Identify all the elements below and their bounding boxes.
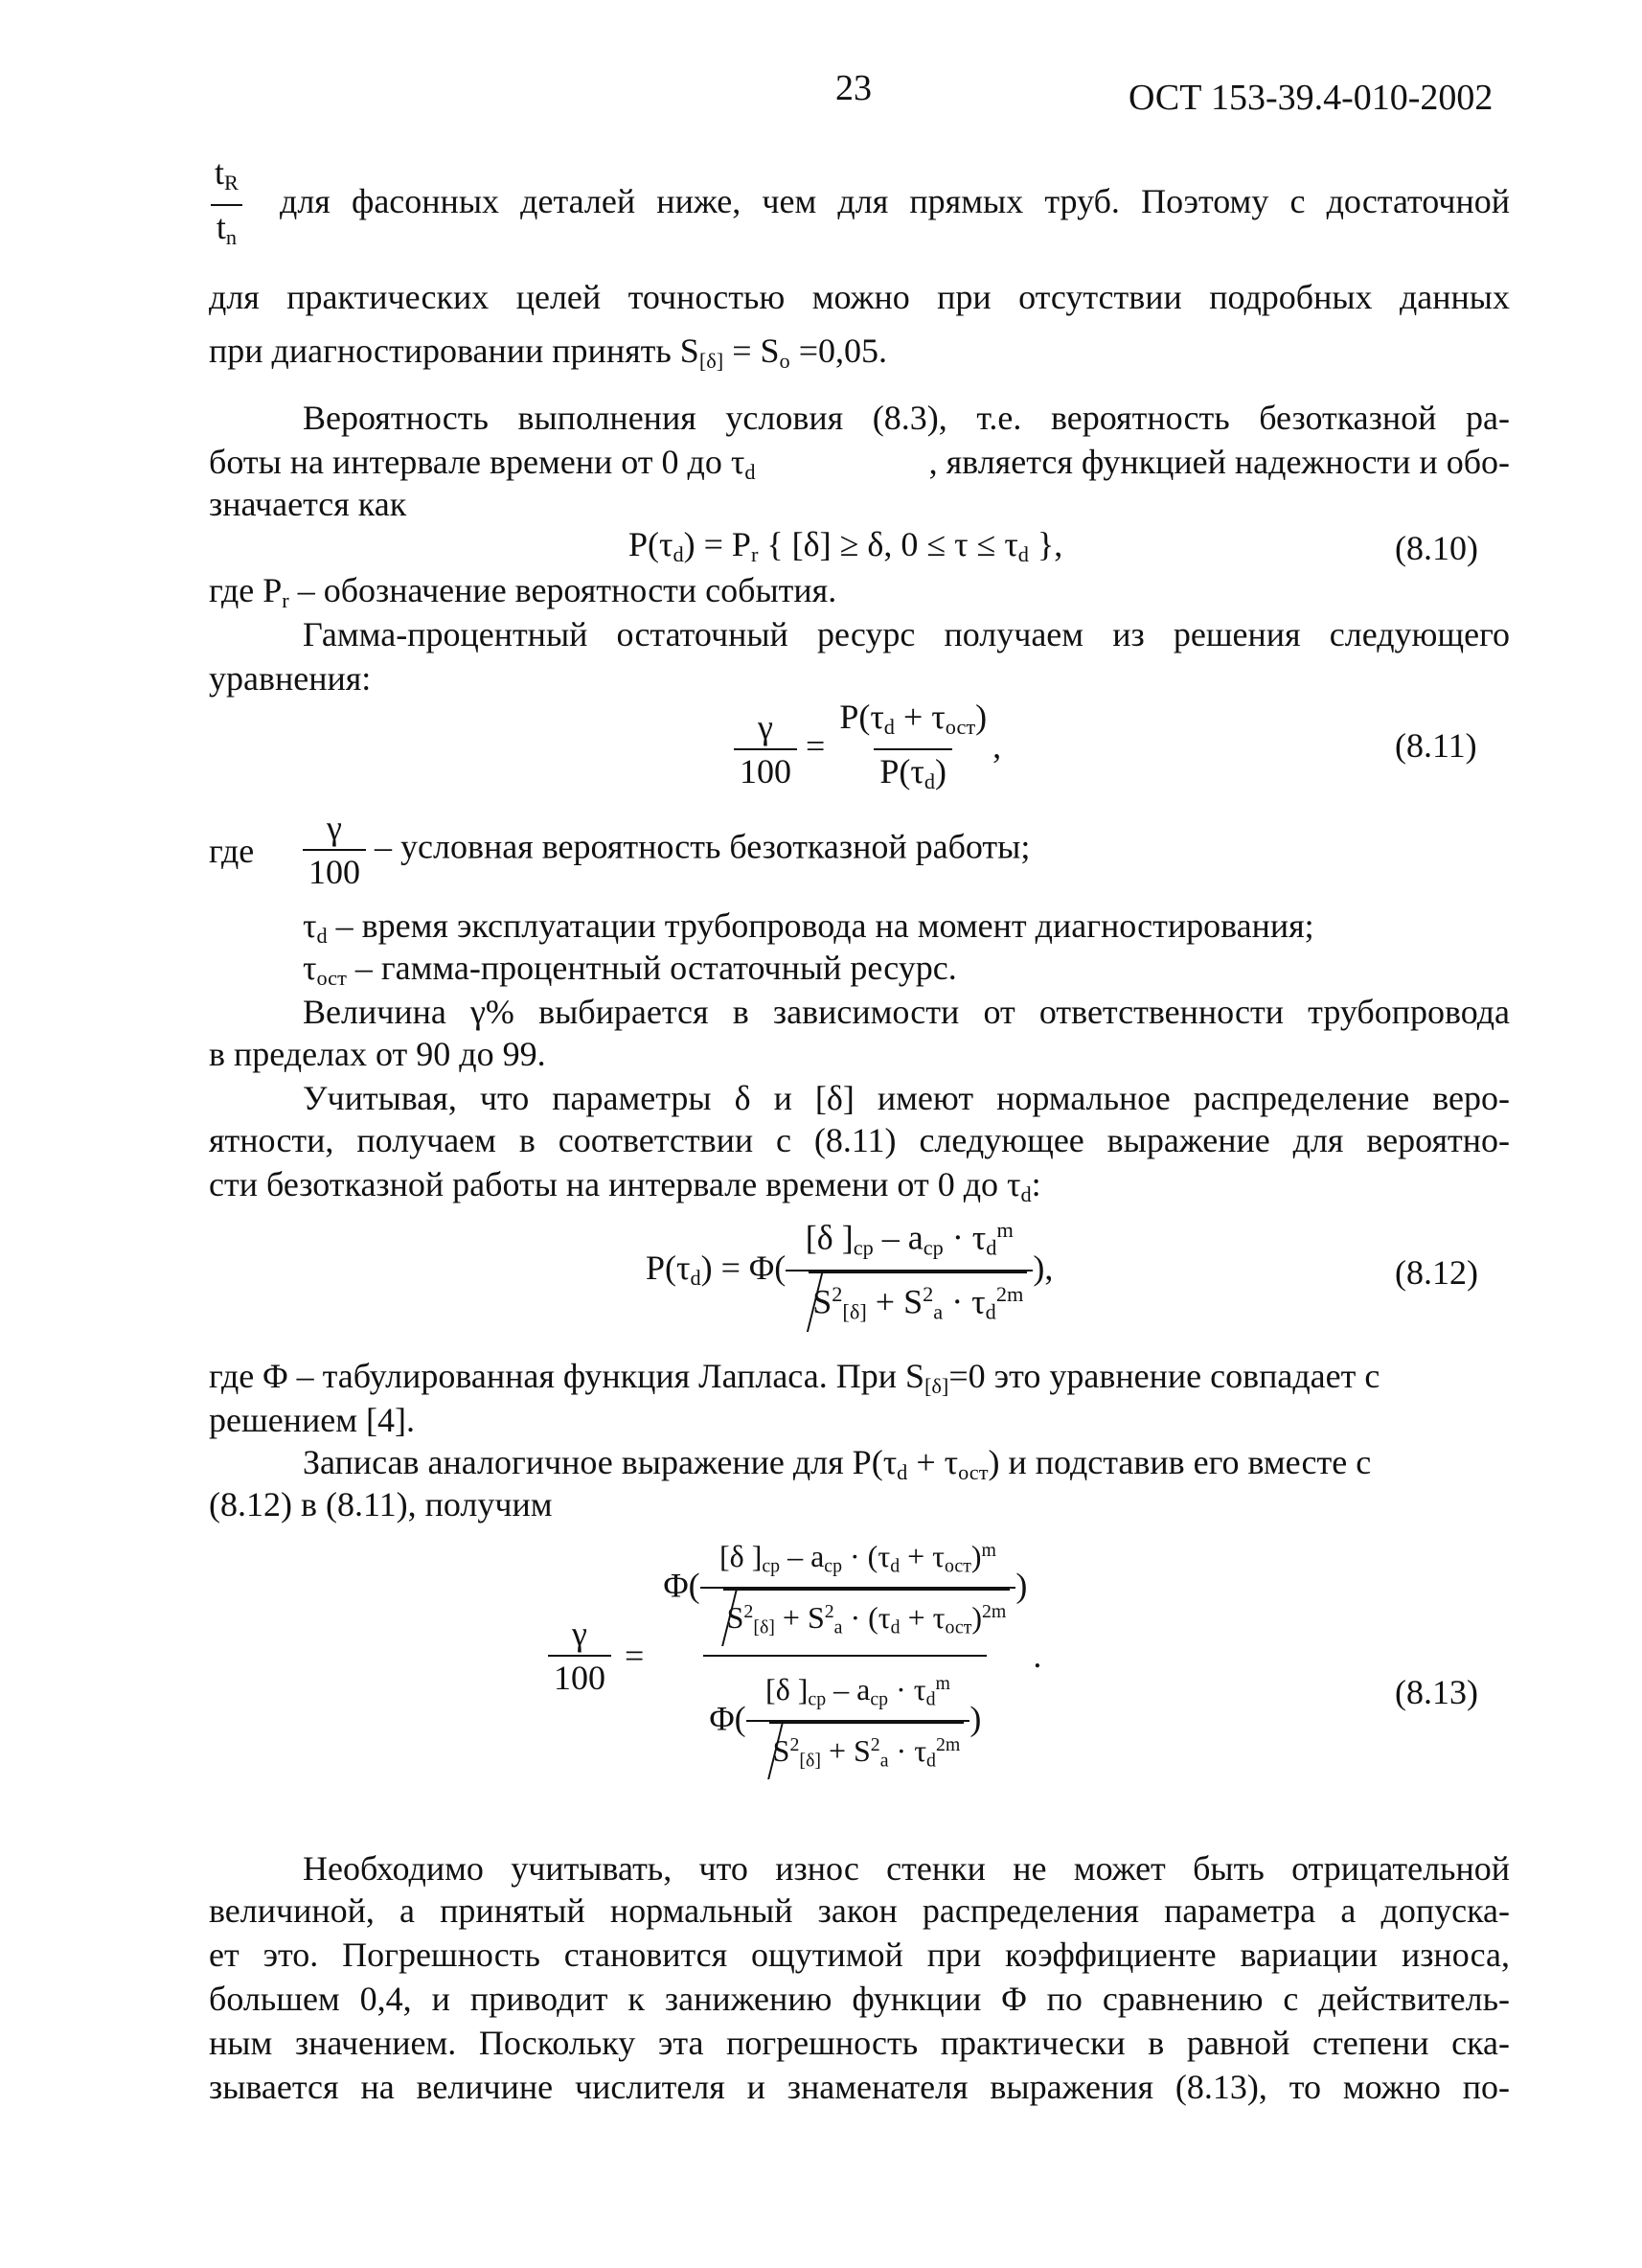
para1-line2: для практических целей точностью можно при отсутствии подробных данных [209,278,1510,316]
para5-line1: Учитывая, что параметры δ и [δ] имеют нормальное распределение веро- [303,1079,1510,1117]
equation-8-10: $P(\tau_d) = P_r$ { [δ] ≥ δ, $0 \le \tau \le \tau_d$ }, [628,525,1063,567]
equation-label-8-12: (8.12) [1395,1253,1478,1292]
equation-8-13: $\frac{\gamma}{100}$ = Φ( $\frac{[\delta ]_{cp} - a_{cp} \cdot (\tau_d + \tau_{ост})^m}{S^2_{[\delta]} + S^2_a \cdot (\tau_d + \tau_{ост})^{2m}}$ ) Φ( $\frac{[\delta ]_{cp} - a_{cp} \cdot \tau_d^m}{S^2_{[\delta]} + S^2_a \cdot \tau_d^{2m}}$ ) . [548,1529,1041,1782]
equation-8-11: $\frac{\gamma}{100}$ = $\frac{P(\tau_d + \tau_{ост})}{P(\tau_d)}$ , [734,696,1001,803]
where-tau-d-line: $\tau_d$ – время эксплуатации трубопровода на момент диагностирования; [303,906,1314,949]
where-tau-ost-line: $\tau_{ост}$ – гамма-процентный остаточный ресурс. [303,949,957,991]
standard-code: ОСТ 153-39.4-010-2002 [1129,78,1494,118]
para6-line2: (8.12) в (8.11), получим [209,1485,553,1523]
where-word: где [209,832,255,870]
para2-line2: боты на интервале времени от 0 до $\tau_d$ , является функцией надежности и обо- [209,443,1510,485]
para7-line1: Необходимо учитывать, что износ стенки не может быть отрицательной [303,1849,1510,1888]
para7-line5: ным значением. Поскольку эта погрешность практически в равной степени ска- [209,2024,1510,2062]
para4-line1: Величина γ% выбирается в зависимости от ответственности трубопровода [303,993,1510,1031]
where-phi-line2: решением [4]. [209,1401,415,1439]
para3-line2: уравнения: [209,659,372,698]
where-pr-line: где $P_r$ – обозначение вероятности события. [209,571,837,613]
para2-line3: значается как [209,485,407,523]
para1-line3: при диагностировании принять $S_{[\delta]} = S_o =0,05$. [209,332,887,374]
para3-line1: Гамма-процентный остаточный ресурс получаем из решения следующего [303,615,1510,653]
page-number: 23 [835,68,872,108]
ratio-tr-tn: $\frac{t_R}{t_n}$ [209,151,244,259]
para5-line3: сти безотказной работы на интервале времени от 0 до $\tau_d$: [209,1165,1041,1207]
para7-line6: зывается на величине числителя и знаменателя выражения (8.13), то можно по- [209,2068,1510,2106]
where-phi-line1: где Φ – табулированная функция Лапласа. При $S_{[\delta]}=0$ это уравнение совпадает с [209,1357,1380,1399]
equation-label-8-13: (8.13) [1395,1673,1478,1711]
para4-line2: в пределах от 90 до 99. [209,1035,546,1073]
equation-label-8-10: (8.10) [1395,529,1478,567]
para6-line1: Записав аналогичное выражение для $P(\tau_d + \tau_{ост})$ и подставив его вместе с [303,1443,1372,1485]
para2-line1: Вероятность выполнения условия (8.3), т.е. вероятность безотказной ра- [303,399,1510,437]
para7-line3: ет это. Погрешность становится ощутимой при коэффициенте вариации износа, [209,1936,1510,1974]
equation-label-8-11: (8.11) [1395,726,1477,765]
para1-line1: для фасонных деталей ниже, чем для прямых труб. Поэтому с достаточной [280,182,1510,220]
where-gamma-line: $\frac{\gamma}{100}$ – условная вероятность безотказной работы; [303,807,1030,893]
para5-line2: ятности, получаем в соответствии с (8.11) следующее выражение для вероятно- [209,1121,1510,1159]
equation-8-12: $P(\tau_d) = \Phi$( $\frac{[\delta ]_{cp} - a_{cp} \cdot \tau_d^m}{S^2_{[\delta]} + S^2_a \cdot \tau_d^{2m}}$ ), [646,1209,1053,1333]
para7-line2: величиной, а принятый нормальный закон распределения параметра а допуска- [209,1891,1510,1930]
para7-line4: большем 0,4, и приводит к занижению функции Φ по сравнению с действитель- [209,1980,1510,2018]
